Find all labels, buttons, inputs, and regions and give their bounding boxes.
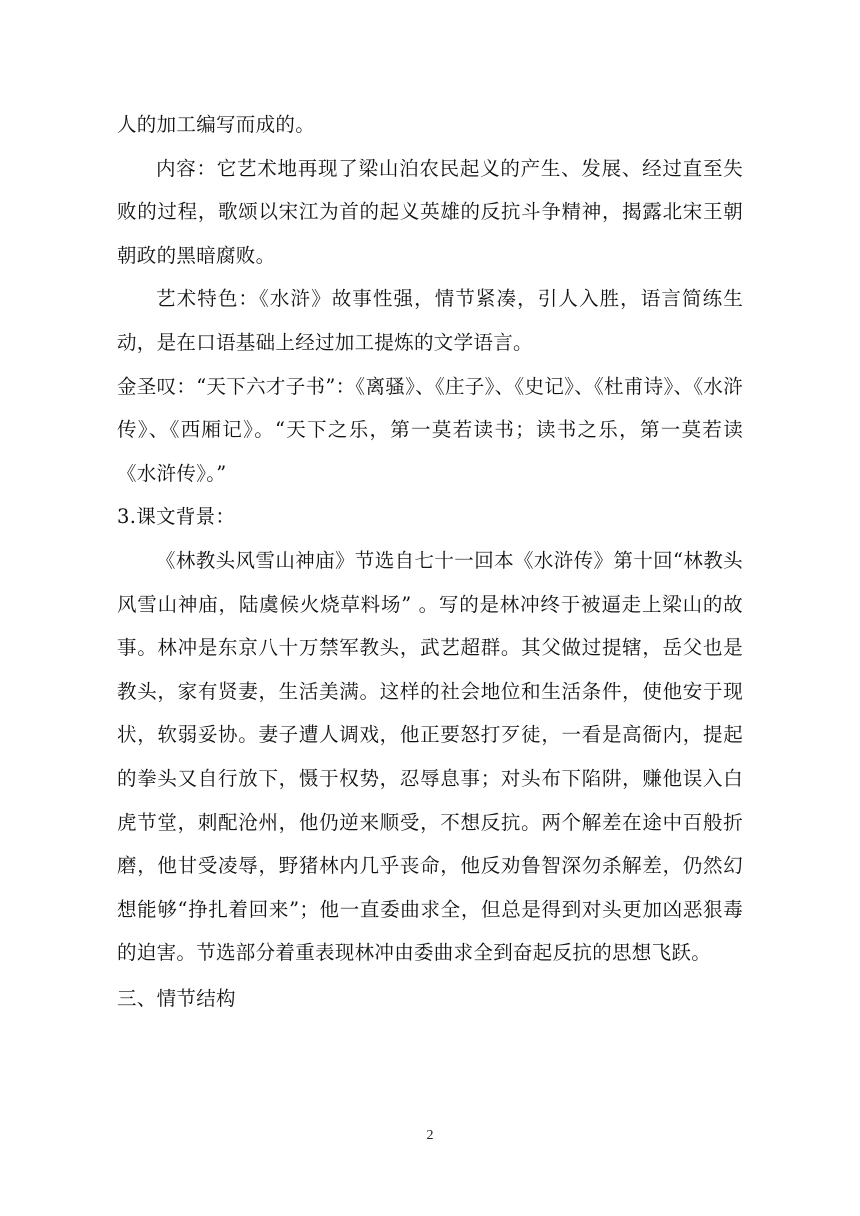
section-heading-background: 3.课文背景：: [117, 505, 236, 529]
paragraph-continuation: 人的加工编写而成的。: [117, 113, 316, 136]
page-number: 2: [426, 1128, 434, 1143]
paragraph-content: 内容：它艺术地再现了梁山泊农民起义的产生、发展、经过直至失败的过程，歌颂以宋江为首的起义英雄的反抗斗争精神，揭露北宋王朝朝政的黑暗腐败。: [117, 156, 743, 267]
page-body: [117, 103, 743, 1020]
section-heading-plot-structure: 三、情节结构: [117, 986, 236, 1010]
paragraph-art-features: 艺术特色：《水浒》故事性强，情节紧凑，引人入胜，语言简练生动，是在口语基础上经过加工提炼的文学语言。: [117, 287, 743, 354]
paragraph-background: 《林教头风雪山神庙》节选自七十一回本《水浒传》第十回“林教头风雪山神庙，陆虞候火烧草料场” 。写的是林冲终于被逼走上梁山的故事。林冲是东京八十万禁军教头，武艺超群。其父做过提辖，岳父也是教头，家有贤妻，生活美满。这样的社会地位和生活条件，使他安于现状，软弱妥协。妻子遭人调戏，他正要怒打歹徒，一看是高衙内，提起的拳头又自行放下，慑于权势，忍辱息事；对头布下陷阱，赚他误入白虎节堂，刺配沧州，他仍逆来顺受，不想反抗。两个解差在途中百般折磨，他甘受凌辱，野猪林内几乎丧命，他反劝鲁智深勿杀解差，仍然幻想能够“挣扎着回来”；他一直委曲求全，但总是得到对头更加凶恶狠毒的迫害。节选部分着重表现林冲由委曲求全到奋起反抗的思想飞跃。: [117, 548, 743, 965]
paragraph-jin-shengtan: 金圣叹：“天下六才子书”：《离骚》、《庄子》、《史记》、《杜甫诗》、《水浒传》、《西厢记》。“天下之乐，第一莫若读书；读书之乐，第一莫若读《水浒传》。”: [117, 374, 743, 485]
